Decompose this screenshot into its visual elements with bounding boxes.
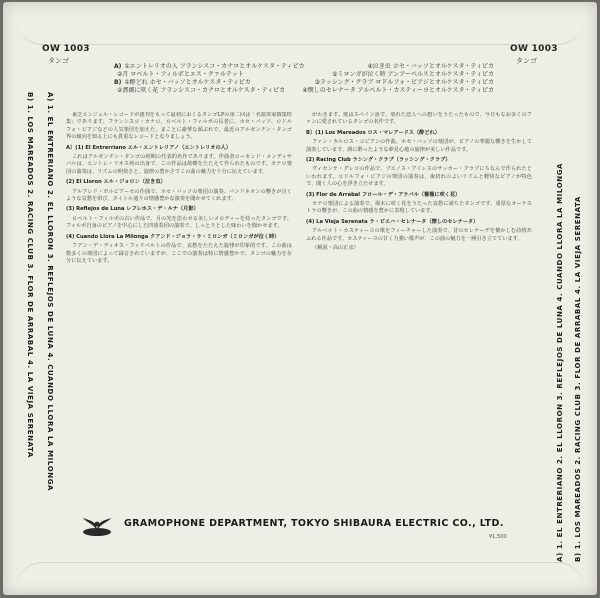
liner-paragraph: アルベルト・カスティーヨの歌をフィーチャーした演奏で、昔のセレナーデを懐かしむ詩情あふれる作品です。カスティーヨの甘く力強い歌声が、この曲の魅力を一層引き立てています。 <box>306 228 532 242</box>
track-heading: (2) Racing Club ラシング・クラブ（ラッシング・クラブ） <box>306 157 451 164</box>
tracklist-row: ②月 ロベルト・フィルポとエス・クァルテット ⑤ミロンガが泣く時 アンアーベルスとオルケスタ・ティピカ <box>117 71 494 78</box>
catalog-number-right: OW 1003 <box>510 44 558 54</box>
liner-paragraph: 東芝エンジェル・レコードが創刊をもって最初におくるタンゴLPの第二回は「名演奏家撰集特集」であります。フランシスコ・カナロ、ロベルト・フィルポの長老に、ホセ・バッソ、ロドルフォ・ビアジなどの人気楽団を加えた、まことに豪華な顔ぶれで、最近のアルゼンチン・タンゴ界の傾向を知る上にも貴重なレコードとなりましょう。 <box>66 112 292 141</box>
spine-side-b-right: B) 1. LOS MAREADOS 2. RACING CLUB 3. FLOR DE ARRABAL 4. LA VIEJA SERENATA <box>574 196 582 562</box>
liner-paragraph: アルフレド・ボルビアーセの作曲で、ホセ・バッソの楽団の演奏。バンドネオンの響きが泣くような哀愁を帯び、タイトル通りの情感豊かな演奏を聞かせてくれます。 <box>66 188 292 203</box>
liner-paragraph: ファン・カルロス・コビアンの作曲。ホセ・バッソの楽団が、ピアノの華麗な響きを生かして演奏しています。酒に酔ったような夢見心地の旋律が美しい作品です。 <box>306 139 532 153</box>
liner-notes-right-column <box>306 112 532 512</box>
track-heading: B）(1) Los Mareados ロス・マレアードス（酔どれ） <box>306 129 440 136</box>
company-name: GRAMOPHONE DEPARTMENT, TOKYO SHIBAURA ELECTRIC CO., LTD. <box>124 518 504 529</box>
track-heading: (3) Reflejos de Luna レフレホス・デ・ルナ（月影） <box>66 206 199 213</box>
tracklist-row: ②薔薇に咲く花 フランシスコ・カナロとオルケスタ・ティピカ ④懐しのセレナータ アルベルト・カスティーヨとオルケスタ・ティピカ <box>117 87 494 94</box>
liner-paragraph: ロベルト・フィルポの古い作品で、月の光を思わせる美しいメロディーを持ったタンゴです。フィルポ自身のピアノを中心にした四重奏団の演奏で、しっとりとした味わいを聞かせます。 <box>66 215 292 230</box>
track-heading: A）(1) El Entrerriano エル・エントレリアノ（エントレリオの人） <box>66 144 232 151</box>
top-fold-line <box>16 18 584 45</box>
spine-tracklist-left <box>6 92 54 532</box>
spine-side-a-left: A) 1. EL ENTRERIANO 2. EL LLORON 3. REFLEJOS DE LUNA 4. CUANDO LLORA LA MILONGA <box>46 92 54 492</box>
liner-notes-left-column <box>66 112 292 512</box>
bottom-fold-line <box>16 562 584 589</box>
spine-tracklist-right <box>556 92 592 562</box>
genre-label-right: タンゴ <box>516 57 537 65</box>
liner-paragraph: カナロ楽団による演奏で、場末に咲く花をうたった哀愁に満ちたタンゴです。重厚なオーケストラの響きが、この曲の情感を豊かに表現しています。 <box>306 201 532 215</box>
tracklist-row: B) ①酔どれ ホセ・バッソとオルケスタ・ティピカ ③ラッシング・クラブ ロドルフォ・ビアジとオルケスタ・ティピカ <box>114 79 494 86</box>
catalog-number-left: OW 1003 <box>42 44 90 54</box>
liner-paragraph: ヴィセンテ・グレコの作品で、ブエノス・アイレスのサッカー・クラブにちなんで作られたといわれます。ロドルフォ・ビアジの楽団の演奏は、歯切れのよいリズムと軽快なピアノが特色で、聞く人の心を浮き立たせます。 <box>306 166 532 188</box>
price-code: ¥1,500 <box>489 534 507 540</box>
angel-logo-icon <box>80 513 114 537</box>
track-heading: (2) El Lloron エル・ジョロン（泣き虫） <box>66 179 166 186</box>
liner-paragraph: がわきます。歌はスペイン語で、別れた恋人への想いをうたったもので、今日もなお多くのファンに愛されているタンゴの名作です。 <box>306 112 532 126</box>
liner-paragraph: フアン・デ・ディオス・フィリベルトの作品で、哀愁をたたえた旋律が印象的です。この曲は数多くの楽団によって録音されていますが、ここでの演奏は特に情感豊かで、タンゴの魅力を存分に伝えています。 <box>66 243 292 264</box>
spine-side-a-right: A) 1. EL ENTRERIANO 2. EL LLORON 3. REFLEJOS DE LUNA 4. CUANDO LLORA LA MILONGA <box>556 162 564 562</box>
liner-paragraph: （解説・高山正彦） <box>312 245 359 252</box>
tracklist-header <box>114 63 494 95</box>
spine-side-b-left: B) 1. LOS MAREADOS 2. RACING CLUB 3. FLOR DE ARRABAL 4. LA VIEJA SERENATA <box>26 92 34 458</box>
track-heading: (4) Cuando Llora La Milonga クアンド・ジョラ・ラ・ミロンガ（ミロンガが泣く時） <box>66 233 280 240</box>
liner-paragraph: これはアルゼンチン・タンゴの初期の代表的名作であります。作曲者ローセンド・メンディサバルは、エントレ・リオス州の出身で、この作品は故郷をたたえて作られたものです。カナロ楽団の演奏は、リズムの明快さと、旋律の豊かさでこの曲の魅力を十分に伝えています。 <box>66 154 292 175</box>
track-heading: (4) La Vieja Serenata ラ・ビエハ・セレナータ（懐しのセレナータ） <box>306 218 479 225</box>
tracklist-row: A) ①エントレリオの人 フランシスコ・カナロとオルケスタ・ティピカ ④泣き虫 ホセ・バッソとオルケスタ・ティピカ <box>114 63 494 70</box>
track-heading: (3) Flor de Arrabal フロール・デ・アラバル（薔薇に咲く花） <box>306 191 461 198</box>
genre-label-left: タンゴ <box>48 57 69 65</box>
